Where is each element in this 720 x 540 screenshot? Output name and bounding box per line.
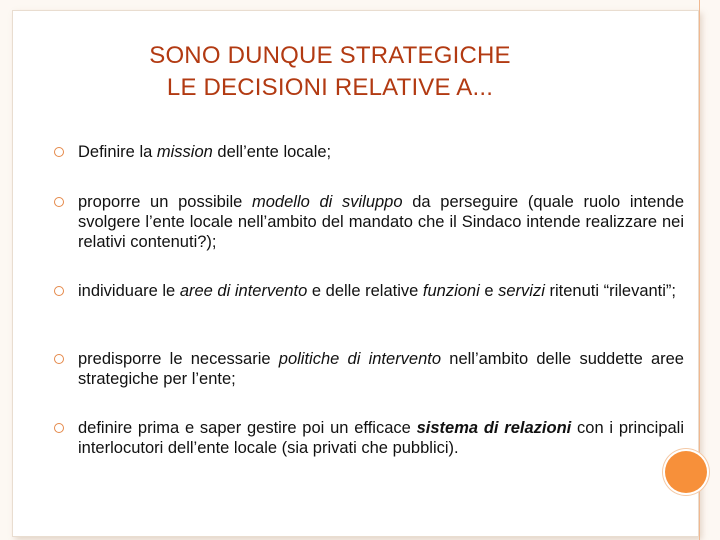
- emphasis-text: mission: [156, 143, 213, 161]
- text-run: proporre un possibile: [78, 193, 252, 211]
- emphasis-text: politiche di intervento: [278, 350, 442, 368]
- title-line-1: SONO DUNQUE STRATEGICHE: [149, 42, 511, 69]
- slide-title: [60, 40, 600, 104]
- bullet-circle-icon: [54, 423, 64, 433]
- emphasis-text: aree di intervento: [179, 282, 308, 300]
- list-item-text: [78, 281, 684, 301]
- text-run: predisporre le necessarie: [78, 350, 279, 368]
- list-item: [54, 142, 684, 162]
- list-item: [54, 281, 684, 301]
- text-run: Definire la: [78, 143, 157, 161]
- emphasis-text: sistema di relazioni: [416, 419, 572, 437]
- text-run: da perseguire (quale ruolo intende svolgere l’ente locale nell’ambito del mandato che il Sindaco intende realizzare nei relativi contenuti?);: [78, 193, 684, 251]
- text-run: ritenuti “rilevanti”;: [544, 282, 677, 300]
- text-run: individuare le: [78, 282, 180, 300]
- title-line-2: LE DECISIONI RELATIVE A...: [166, 74, 494, 101]
- list-item: [54, 192, 684, 252]
- text-run: nell’ambito delle suddette aree strategiche per l’ente;: [78, 350, 684, 388]
- text-run: e: [479, 282, 499, 300]
- bullet-circle-icon: [54, 354, 64, 364]
- bullet-circle-icon: [54, 197, 64, 207]
- list-item-text: [78, 349, 684, 389]
- bullet-circle-icon: [54, 286, 64, 296]
- emphasis-text: funzioni: [422, 282, 480, 300]
- text-run: dell’ente locale;: [212, 143, 332, 161]
- text-run: con i principali interlocutori dell’ente locale (sia privati che pubblici).: [78, 419, 684, 457]
- list-item-text: [78, 192, 684, 252]
- bullet-circle-icon: [54, 147, 64, 157]
- text-run: e delle relative: [307, 282, 423, 300]
- list-item: [54, 349, 684, 389]
- text-run: definire prima e saper gestire poi un efficace: [78, 419, 417, 437]
- list-item-text: [78, 142, 684, 162]
- list-item-text: [78, 418, 684, 458]
- emphasis-text: servizi: [498, 282, 545, 300]
- list-item: [54, 418, 684, 458]
- emphasis-text: modello di sviluppo: [252, 193, 403, 211]
